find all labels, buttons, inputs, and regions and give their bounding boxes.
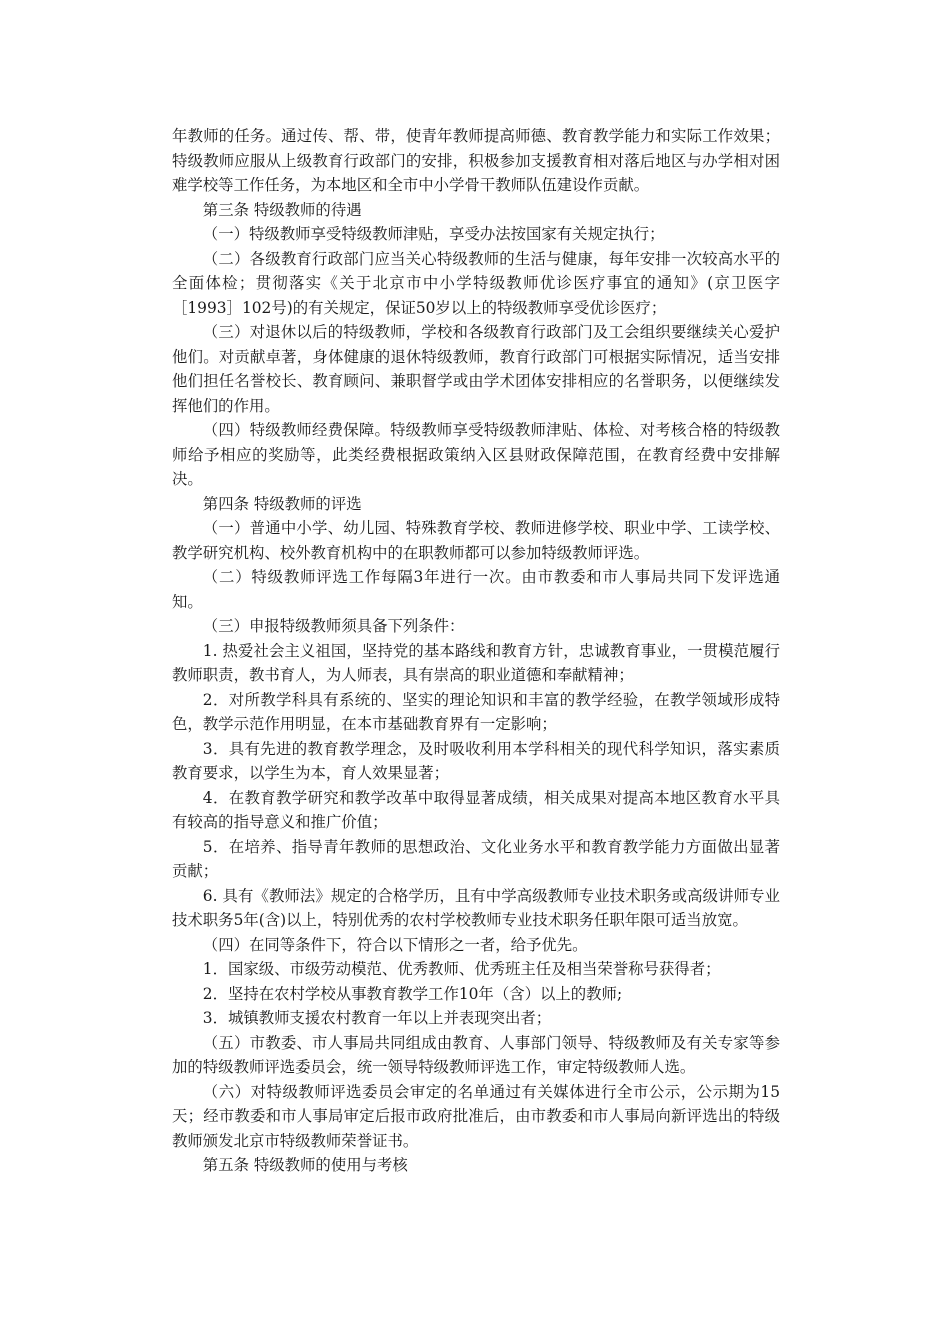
paragraph: （二）各级教育行政部门应当关心特级教师的生活与健康，每年安排一次较高水平的全面体检；贯彻落实《关于北京市中小学特级教师优诊医疗事宜的通知》(京卫医字［1993］102号)的有关规定，保证50岁以上的特级教师享受优诊医疗； bbox=[172, 249, 780, 317]
paragraph: （四）在同等条件下，符合以下情形之一者，给予优先。 bbox=[202, 935, 588, 954]
paragraph: （三）申报特级教师须具备下列条件： bbox=[202, 617, 465, 635]
paragraph: 5．在培养、指导青年教师的思想政治、文化业务水平和教育教学能力方面做出显著贡献； bbox=[172, 837, 780, 880]
paragraph: 3．城镇教师支援农村教育一年以上并表现突出者； bbox=[202, 1009, 552, 1027]
paragraph: 3．具有先进的教育教学理念，及时吸收利用本学科相关的现代科学知识，落实素质教育要求，以学生为本，育人效果显著； bbox=[172, 739, 780, 782]
paragraph: （一）普通中小学、幼儿园、特殊教育学校、教师进修学校、职业中学、工读学校、教学研究机构、校外教育机构中的在职教师都可以参加特级教师评选。 bbox=[172, 519, 780, 562]
paragraph: 4．在教育教学研究和教学改革中取得显著成绩，相关成果对提高本地区教育水平具有较高的指导意义和推广价值； bbox=[172, 788, 780, 831]
paragraph: 6. 具有《教师法》规定的合格学历，且有中学高级教师专业技术职务或高级讲师专业技术职务5年(含)以上，特别优秀的农村学校教师专业技术职务任职年限可适当放宽。 bbox=[172, 886, 780, 929]
paragraph: （四）特级教师经费保障。特级教师享受特级教师津贴、体检、对考核合格的特级教师给予相应的奖励等，此类经费根据政策纳入区县财政保障范围，在教育经费中安排解决。 bbox=[172, 421, 780, 488]
paragraph: （二）特级教师评选工作每隔3年进行一次。由市教委和市人事局共同下发评选通知。 bbox=[172, 568, 780, 611]
paragraph: （三）对退休以后的特级教师，学校和各级教育行政部门及工会组织要继续关心爱护他们。对贡献卓著，身体健康的退休特级教师，教育行政部门可根据实际情况，适当安排他们担任名誉校长、教育顾问、兼职督学或由学术团体安排相应的名誉职务，以便继续发挥他们的作用。 bbox=[172, 323, 780, 415]
paragraph: （一）特级教师享受特级教师津贴，享受办法按国家有关规定执行； bbox=[202, 225, 665, 243]
article-heading: 第五条 特级教师的使用与考核 bbox=[202, 1156, 408, 1174]
article-heading: 第三条 特级教师的待遇 bbox=[202, 200, 362, 219]
paragraph: 1．国家级、市级劳动模范、优秀教师、优秀班主任及相当荣誉称号获得者； bbox=[202, 960, 721, 978]
paragraph: 2．坚持在农村学校从事教育教学工作10年（含）以上的教师; bbox=[202, 984, 623, 1003]
paragraph: 1. 热爱社会主义祖国，坚持党的基本路线和教育方针，忠诚教育事业，一贯模范履行教师职责，教书育人，为人师表，具有崇高的职业道德和奉献精神； bbox=[172, 641, 780, 684]
paragraph: 2．对所教学科具有系统的、坚实的理论知识和丰富的教学经验，在教学领域形成特色，教学示范作用明显，在本市基础教育界有一定影响； bbox=[172, 690, 780, 733]
paragraph: 年教师的任务。通过传、帮、带，使青年教师提高师德、教育教学能力和实际工作效果；特级教师应服从上级教育行政部门的安排，积极参加支援教育相对落后地区与办学相对困难学校等工作任务，为本地区和全市中小学骨干教师队伍建设作贡献。 bbox=[172, 127, 780, 194]
paragraph: （六）对特级教师评选委员会审定的名单通过有关媒体进行全市公示，公示期为15天；经市教委和市人事局审定后报市政府批准后，由市教委和市人事局向新评选出的特级教师颁发北京市特级教师荣誉证书。 bbox=[172, 1082, 780, 1150]
document-body bbox=[172, 124, 780, 1178]
article-heading: 第四条 特级教师的评选 bbox=[202, 494, 362, 513]
paragraph: （五）市教委、市人事局共同组成由教育、人事部门领导、特级教师及有关专家等参加的特级教师评选委员会，统一领导特级教师评选工作，审定特级教师人选。 bbox=[172, 1033, 780, 1076]
